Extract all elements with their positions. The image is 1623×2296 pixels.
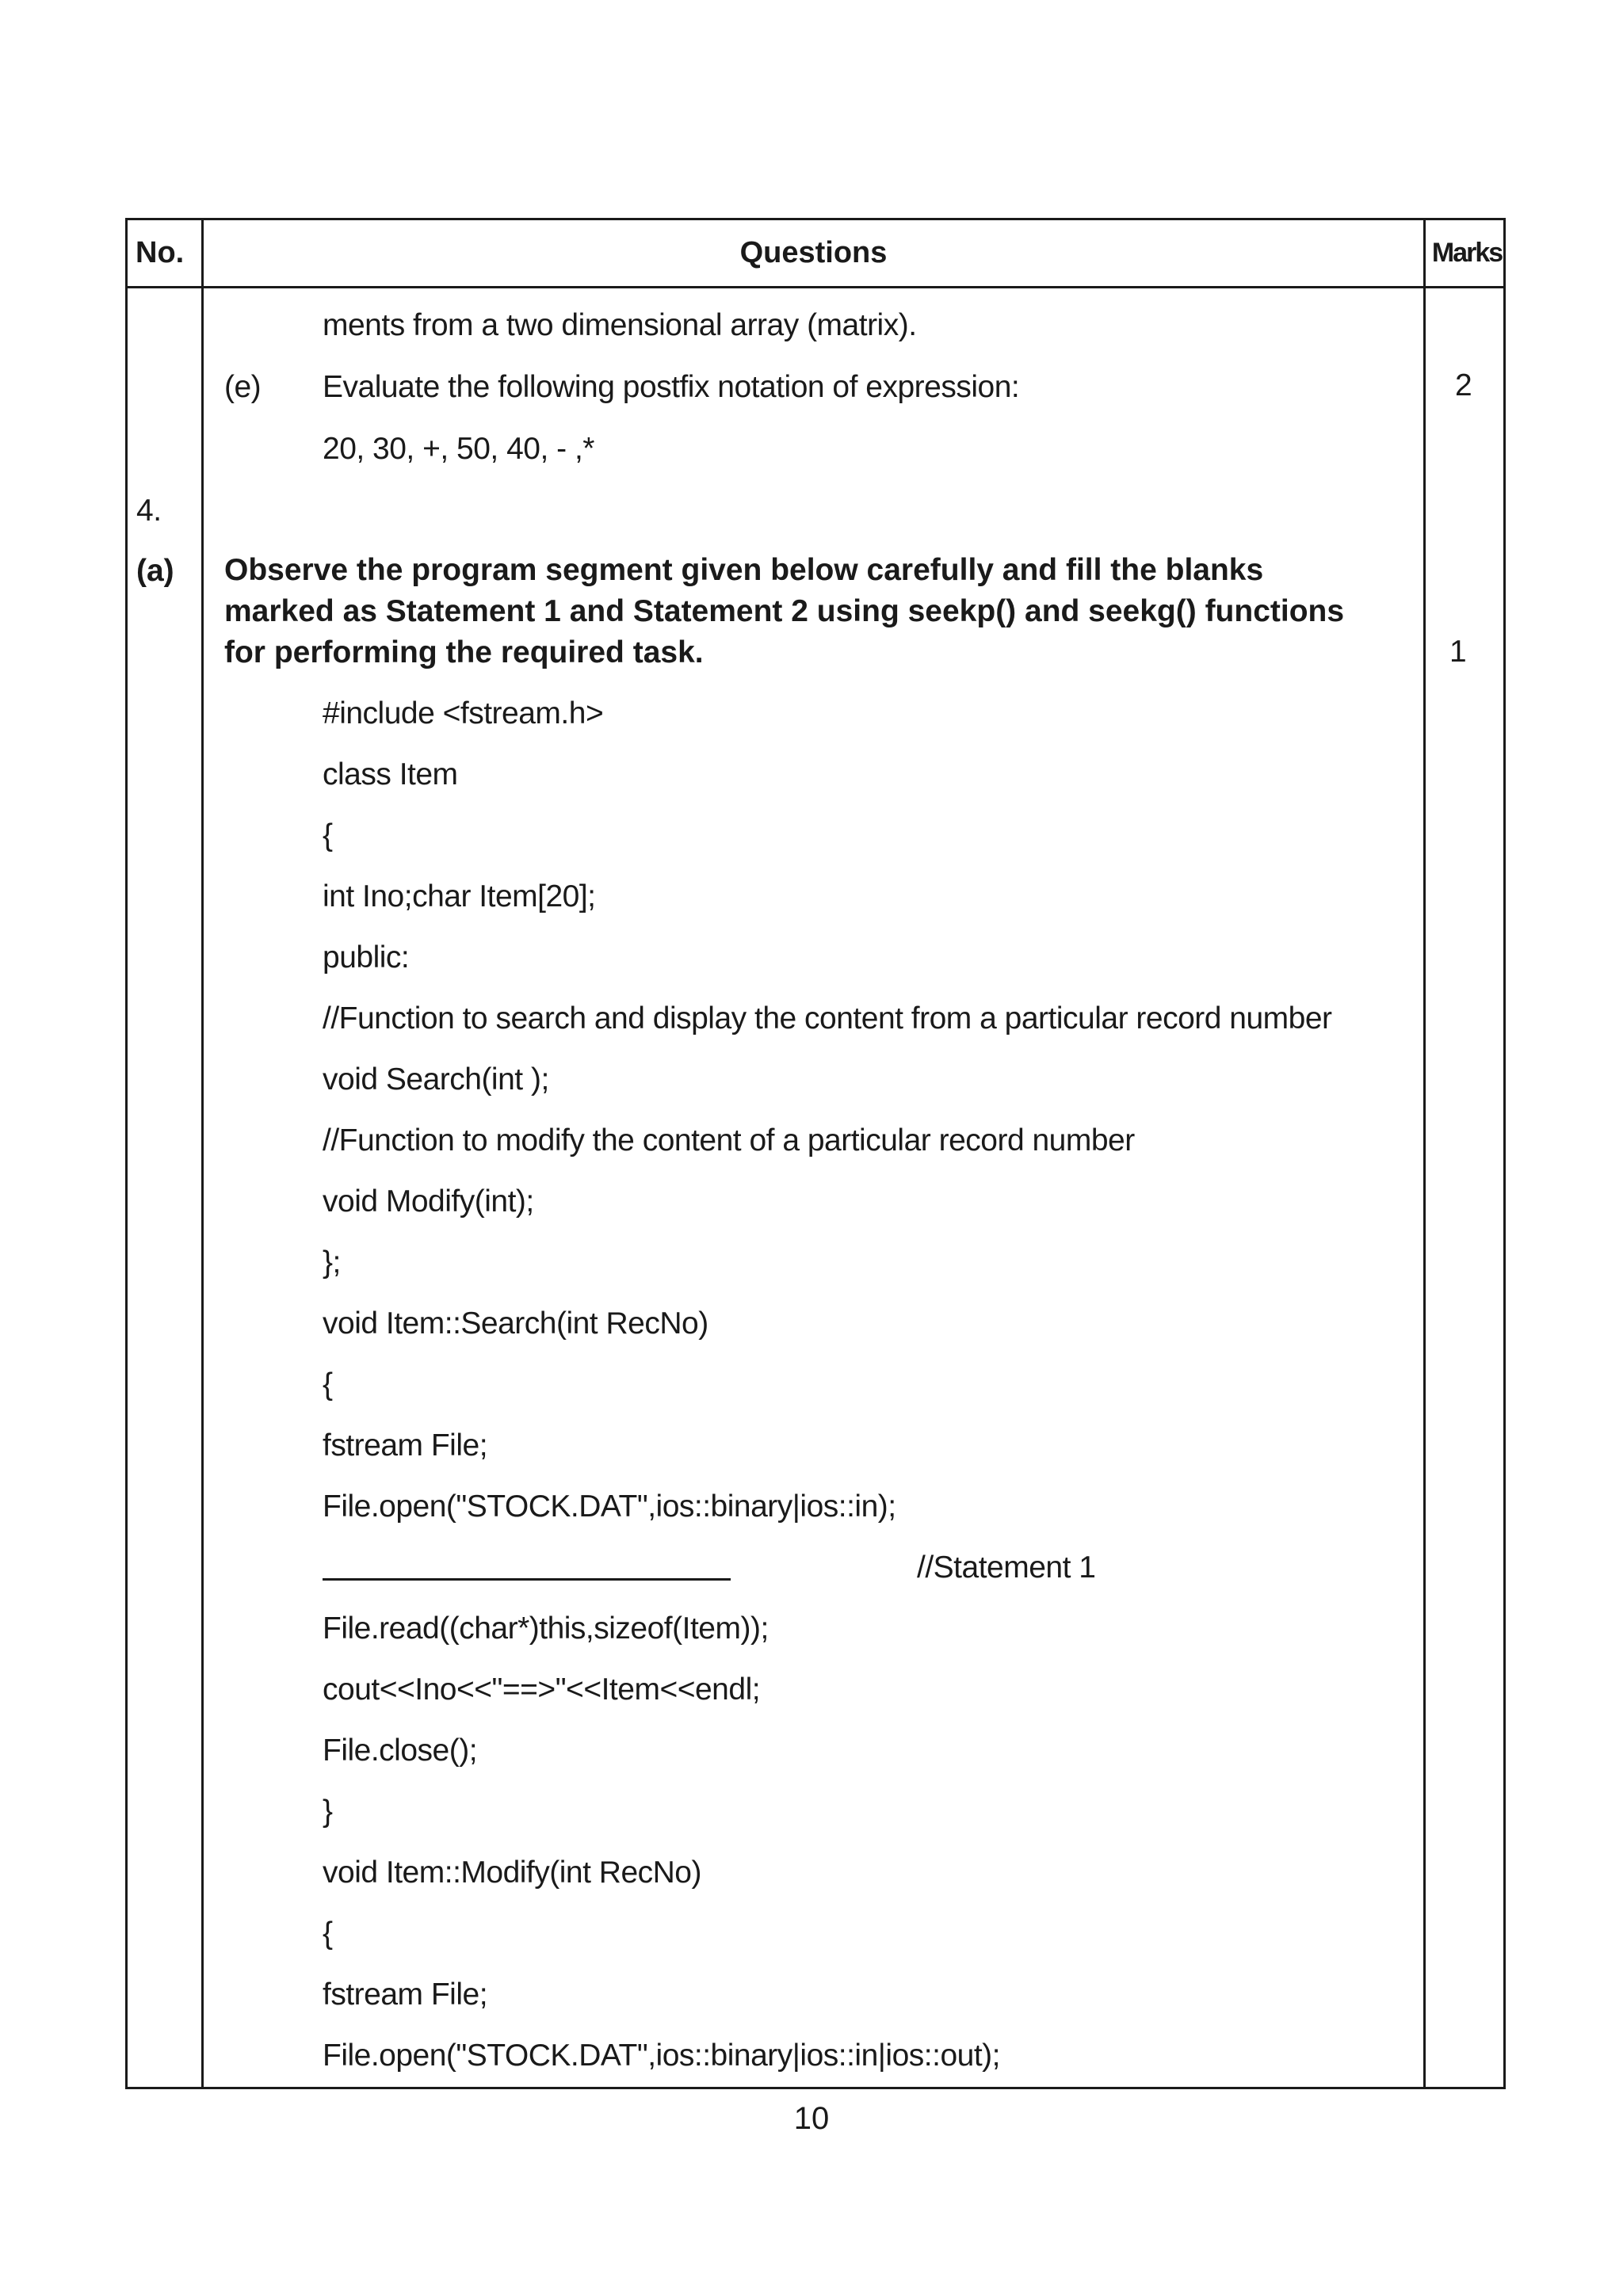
- page-number: 10: [793, 2101, 830, 2136]
- instruction-line-2: marked as Statement 1 and Statement 2 using seekp() and seekg() functions: [224, 594, 1345, 628]
- continuation-text: ments from a two dimensional array (matrix).: [323, 308, 917, 342]
- code-line: //Function to modify the content of a particular record number: [323, 1123, 1135, 1158]
- header-no: No.: [136, 236, 185, 269]
- code-line: {: [323, 1917, 333, 1951]
- statement1-comment: //Statement 1: [917, 1550, 1096, 1585]
- code-line: File.open("STOCK.DAT",ios::binary|ios::in);: [323, 1489, 896, 1524]
- code-line: void Search(int );: [323, 1062, 549, 1097]
- label-e: (e): [224, 370, 262, 404]
- code-line: }: [323, 1794, 333, 1829]
- question-number-4: 4.: [136, 494, 162, 528]
- code-line: int Ino;char Item[20];: [323, 879, 596, 913]
- label-a: (a): [136, 554, 174, 588]
- code-line: {: [323, 1367, 333, 1402]
- code-line: File.open("STOCK.DAT",ios::binary|ios::in|ios::out);: [323, 2039, 1000, 2073]
- instruction-line-1: Observe the program segment given below carefully and fill the blanks: [224, 553, 1264, 587]
- header-divider: [128, 286, 1503, 288]
- code-line: public:: [323, 940, 410, 974]
- header-questions: Questions: [739, 236, 888, 269]
- code-line: };: [323, 1245, 341, 1280]
- column-divider-no: [201, 220, 204, 2087]
- code-line: File.close();: [323, 1733, 478, 1768]
- e-marks: 2: [1455, 368, 1472, 402]
- code-line: fstream File;: [323, 1978, 488, 2012]
- e-question-text: Evaluate the following postfix notation of expression:: [323, 370, 1020, 404]
- code-line: #include <fstream.h>: [323, 696, 604, 730]
- code-line: class Item: [323, 757, 458, 791]
- statement1-blank: [323, 1578, 731, 1581]
- code-line: cout<<Ino<<"==>"<<Item<<endl;: [323, 1672, 761, 1707]
- header-marks: Marks: [1431, 238, 1503, 268]
- code-line: File.read((char*)this,sizeof(Item));: [323, 1611, 769, 1646]
- e-expression: 20, 30, +, 50, 40, - ,*: [323, 432, 594, 466]
- code-line: //Function to search and display the content from a particular record number: [323, 1001, 1332, 1035]
- code-line: void Item::Modify(int RecNo): [323, 1855, 701, 1890]
- code-line: fstream File;: [323, 1428, 488, 1463]
- code-line: {: [323, 818, 333, 852]
- column-divider-marks: [1423, 220, 1426, 2087]
- a-marks: 1: [1449, 635, 1467, 669]
- code-line: void Modify(int);: [323, 1184, 534, 1219]
- instruction-line-3: for performing the required task.: [224, 635, 704, 669]
- code-line: void Item::Search(int RecNo): [323, 1306, 708, 1341]
